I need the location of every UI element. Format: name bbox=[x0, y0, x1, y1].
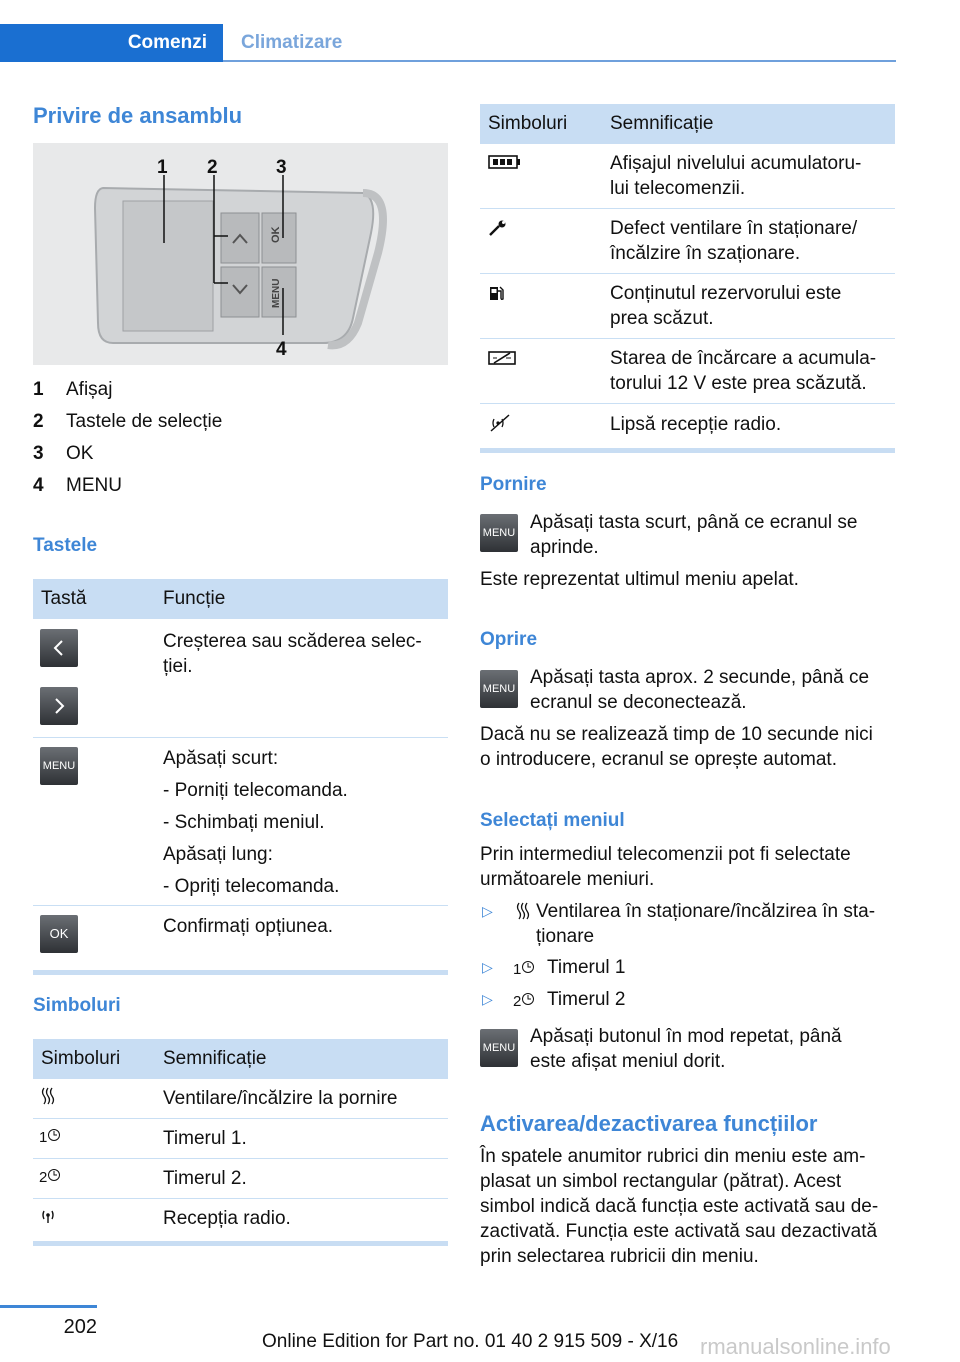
page-number: 202 bbox=[63, 1316, 97, 1338]
callout-4: 4 bbox=[276, 339, 287, 360]
menu-key-icon: MENU bbox=[480, 1029, 518, 1067]
col-header: Simboluri bbox=[488, 113, 568, 134]
fuel-icon bbox=[488, 284, 506, 307]
col-header: Semnificație bbox=[163, 1048, 267, 1069]
no-radio-icon bbox=[488, 414, 512, 437]
col-header: Funcție bbox=[163, 588, 226, 609]
menu-key-icon: MENU bbox=[480, 670, 518, 708]
watermark: rmanualsonline.info bbox=[700, 1334, 891, 1359]
keys-table bbox=[33, 579, 448, 975]
pornire-instruction: Apăsați tasta scurt, până ce ecranul se aprinde. bbox=[530, 512, 858, 558]
table-row: Ventilare/încălzire la pornire bbox=[33, 1079, 448, 1118]
list-item: ▷ 2 Timerul 2 bbox=[480, 987, 900, 1019]
heating-icon bbox=[516, 902, 530, 927]
symbols-table-right bbox=[480, 104, 895, 453]
col-header: Tastă bbox=[41, 588, 87, 609]
battery-icon bbox=[488, 154, 522, 175]
menu-key-icon: MENU bbox=[40, 747, 78, 785]
table-row: Recepția radio. bbox=[33, 1199, 448, 1238]
remote-menu-label: MENU bbox=[271, 278, 282, 308]
row-text: Creșterea sau scăderea selec- ției. bbox=[163, 631, 422, 677]
section-title-overview: Privire de ansamblu bbox=[33, 103, 243, 128]
legend-num: 3 bbox=[33, 443, 44, 464]
legend-num: 2 bbox=[33, 411, 44, 432]
oprire-text: Dacă nu se realizează timp de 10 secunde nici o introducere, ecranul se oprește automat. bbox=[480, 724, 873, 770]
table-row: Starea de încărcare a acumula- torului 12 V este prea scăzută. bbox=[480, 339, 895, 403]
table-row: Lipsă recepție radio. bbox=[480, 404, 895, 444]
pornire-text: Este reprezentat ultimul meniu apelat. bbox=[480, 569, 799, 590]
legend-num: 4 bbox=[33, 475, 44, 496]
remote-ok-label: OK bbox=[270, 226, 282, 243]
table-row: 1 Timerul 1. bbox=[39, 1128, 247, 1149]
timer-1-icon: 1 bbox=[39, 1128, 61, 1146]
menu-list bbox=[480, 899, 900, 1019]
row-text-list: Apăsați scurt: - Porniți telecomanda. - Schimbați meniul. Apăsați lung: - Opriți telecomanda. bbox=[163, 748, 348, 897]
section-title-select-menu: Selectați meniul bbox=[480, 810, 625, 831]
section-title-oprire: Oprire bbox=[480, 629, 538, 650]
table-header bbox=[480, 104, 895, 144]
table-row: 2 Timerul 2. bbox=[39, 1168, 247, 1189]
legend-list bbox=[33, 377, 448, 505]
timer-1-icon: 1 bbox=[513, 957, 535, 982]
heating-icon bbox=[41, 1087, 55, 1109]
list-item: ▷ Ventilarea în staționare/încălzirea în sta- ționare bbox=[482, 901, 876, 947]
table-header bbox=[33, 579, 448, 619]
ok-key-icon: OK bbox=[40, 915, 78, 953]
list-item: ▷ 1 Timerul 1 bbox=[480, 955, 900, 987]
bullet-arrow-icon: ▷ bbox=[482, 903, 493, 919]
header-rule bbox=[223, 60, 896, 62]
table-row: Afișajul nivelului acumulatoru- lui telecomenzii. bbox=[480, 144, 895, 208]
select-menu-text: Prin intermediul telecomenzii pot fi selectate următoarele meniuri. bbox=[480, 844, 851, 890]
page-number-rule bbox=[0, 1305, 97, 1308]
activate-text: În spatele anumitor rubrici din meniu este am- plasat un simbol rectangular (pătrat). Acest simbol indică dacă funcția este activată sau de- zactivată. Funcția este activată sau dezactivată prin selectarea rubricii din meniu. bbox=[480, 1146, 879, 1267]
remote-image bbox=[33, 143, 448, 365]
col-header: Semnificație bbox=[610, 113, 714, 134]
legend-text: OK bbox=[66, 443, 94, 464]
symbols-table-left bbox=[33, 1039, 448, 1246]
table-row: Conținutul rezervorului este prea scăzut. bbox=[480, 274, 895, 338]
section-title-keys: Tastele bbox=[33, 535, 98, 556]
table-row bbox=[33, 738, 448, 905]
callout-2: 2 bbox=[207, 157, 218, 178]
legend-num: 1 bbox=[33, 379, 44, 400]
timer-2-icon: 2 bbox=[39, 1168, 61, 1186]
select-menu-instruction: Apăsați butonul în mod repetat, până este afișat meniul dorit. bbox=[530, 1026, 842, 1072]
legend-text: Tastele de selecție bbox=[66, 411, 223, 432]
tab-climatizare[interactable]: Climatizare bbox=[241, 32, 343, 53]
bullet-arrow-icon: ▷ bbox=[482, 991, 493, 1007]
callout-3: 3 bbox=[276, 157, 287, 178]
legend-text: Afișaj bbox=[66, 379, 113, 400]
oprire-instruction: Apăsați tasta aprox. 2 secunde, până ce ecranul se deconectează. bbox=[530, 667, 870, 713]
section-title-pornire: Pornire bbox=[480, 474, 547, 495]
table-row bbox=[33, 619, 448, 737]
radio-reception-icon bbox=[40, 1208, 56, 1228]
chevron-left-icon bbox=[40, 629, 78, 667]
table-header bbox=[33, 1039, 448, 1079]
row-text: Confirmați opțiunea. bbox=[163, 916, 334, 937]
menu-key-icon: MENU bbox=[480, 514, 518, 552]
edition-text: Online Edition for Part no. 01 40 2 915 509 - X/16 bbox=[262, 1331, 679, 1352]
chevron-right-icon bbox=[40, 687, 78, 725]
section-title-symbols: Simboluri bbox=[33, 995, 121, 1016]
tab-comenzi[interactable]: Comenzi bbox=[0, 24, 223, 62]
bullet-arrow-icon: ▷ bbox=[482, 959, 493, 975]
timer-2-icon: 2 bbox=[513, 989, 535, 1014]
legend-text: MENU bbox=[66, 475, 122, 496]
table-row bbox=[33, 906, 448, 962]
section-title-activate: Activarea/dezactivarea funcțiilor bbox=[480, 1111, 818, 1136]
table-row: Defect ventilare în staționare/ încălzire în szaționare. bbox=[480, 209, 895, 273]
col-header: Simboluri bbox=[41, 1048, 121, 1069]
wrench-icon bbox=[488, 219, 508, 242]
battery-low-icon bbox=[488, 349, 518, 372]
callout-1: 1 bbox=[157, 157, 168, 178]
